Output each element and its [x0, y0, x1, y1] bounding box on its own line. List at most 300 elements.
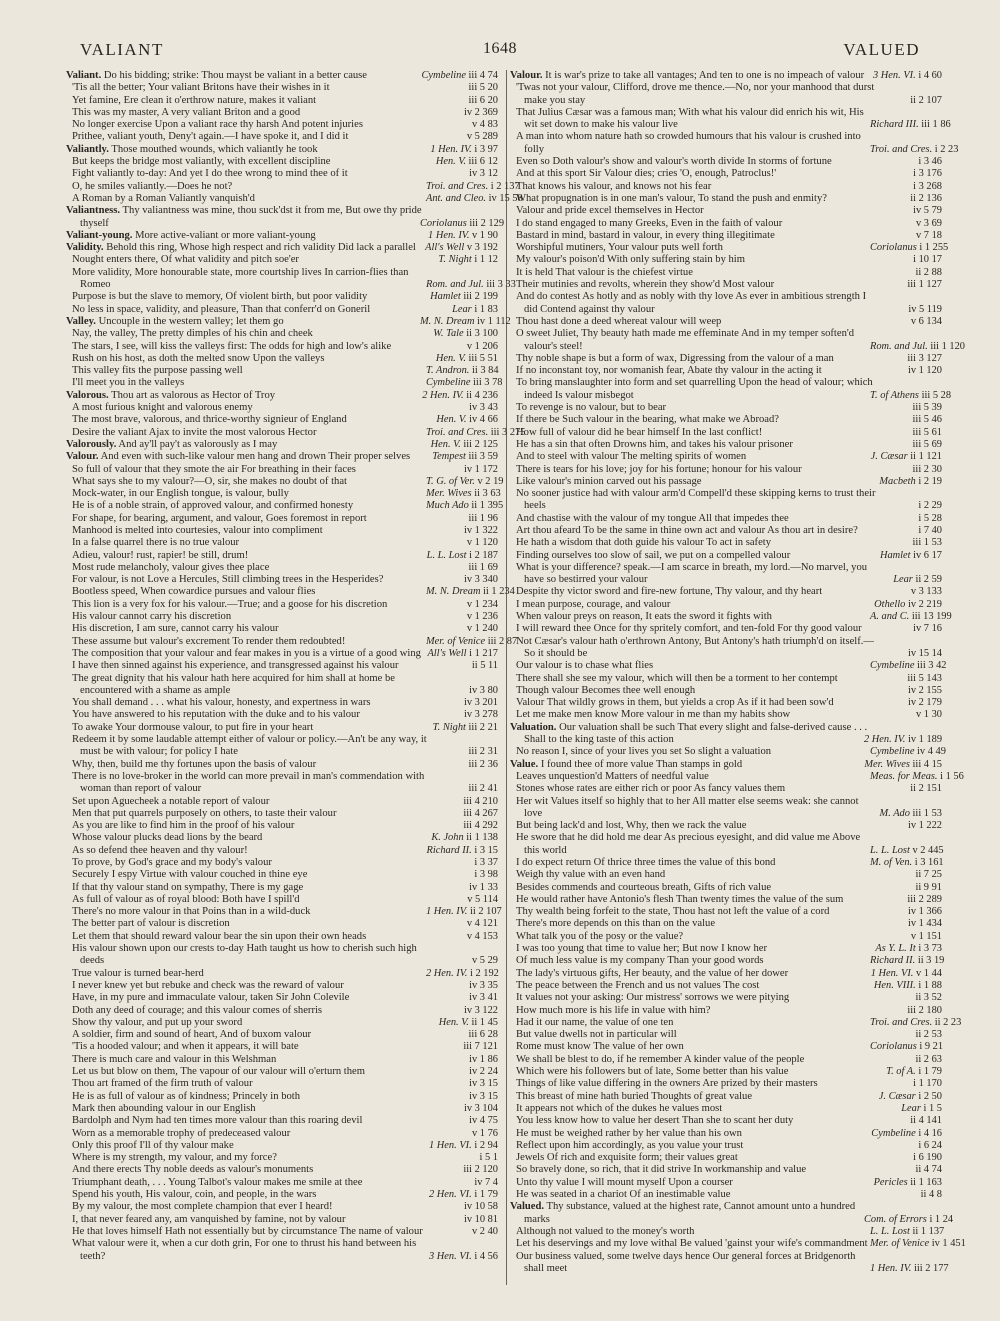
quotation-text: How full of valour did he bear himself In the last conflict!: [516, 426, 763, 438]
citation: [873, 1176, 942, 1189]
quotation-text: I mean purpose, courage, and valour: [516, 598, 671, 610]
act-scene-line: ii 5 11: [471, 660, 498, 672]
quotation-entry: [510, 832, 942, 857]
quotation-text: This lion is a very fox for his valour.—True; and a goose for his discretion: [72, 598, 388, 610]
quotation-text: These assume but valour's excrement To render them redoubted!: [72, 635, 346, 647]
quotation-entry: [510, 254, 942, 266]
quotation-entry: [66, 156, 498, 168]
act-scene-line: v 3 192: [466, 242, 498, 254]
quotation-text: To awake Your dormouse valour, to put fire in your heart: [72, 721, 314, 733]
act-scene-line: v 3 69: [916, 217, 942, 229]
quotation-entry: [510, 709, 942, 721]
act-scene-line: v 1 120: [466, 537, 498, 549]
quotation-text: For shape, for bearing, argument, and valour, Goes foremost in report: [72, 512, 367, 524]
citation: [434, 746, 498, 758]
quotation-entry: [66, 82, 498, 94]
quotation-text: You have answered to his reputation with the duke and to his valour: [72, 709, 360, 721]
headword-entry: [66, 315, 511, 328]
citation: [434, 1177, 498, 1189]
quotation-text: Stones whose rates are either rich or poor As fancy values them: [516, 783, 786, 795]
citation: [434, 722, 498, 734]
quotation-text: I was too young that time to value her; But now I know her: [516, 943, 767, 955]
quotation-entry: [510, 1016, 962, 1029]
play-title: Mer. Wives: [864, 758, 913, 770]
quotation-entry: [66, 254, 498, 266]
quotation-text: There is no love-broker in the world can more prevail in man's commendation with woman than report of valour: [72, 770, 425, 795]
headword-entry: [66, 242, 498, 254]
citation: [878, 1189, 942, 1201]
act-scene-line: i 2 29: [918, 500, 942, 512]
citation: [434, 328, 498, 340]
quotation-text: It appears not which of the dukes he values most: [516, 1102, 723, 1114]
headword: Valour.: [510, 70, 543, 81]
citation: [434, 1078, 498, 1090]
citation: [434, 599, 498, 611]
play-title: Hamlet: [879, 549, 914, 561]
act-scene-line: ii 2 53: [915, 1029, 942, 1041]
quotation-entry: [510, 746, 946, 758]
act-scene-line: i 2 137: [490, 180, 520, 192]
act-scene-line: v 1 90: [472, 229, 498, 241]
citation: [870, 1262, 949, 1275]
quotation-text: You shall demand . . . what his valour, honesty, and expertness in wars: [72, 697, 371, 709]
act-scene-line: iii 13 199: [911, 611, 952, 623]
quotation-entry: [510, 106, 951, 132]
act-scene-line: iv 6 17: [913, 549, 942, 561]
quotation-entry: [66, 968, 498, 980]
act-scene-line: i 4 56: [474, 1250, 498, 1262]
quotation-entry: [66, 709, 498, 721]
play-title: 1 Hen. IV.: [870, 1262, 914, 1274]
quotation-text: And do contest As hotly and as nobly with thy love As ever in ambitious strength I did Contend against thy valour: [516, 291, 867, 315]
citation: [434, 759, 498, 771]
headword: Value.: [510, 758, 539, 770]
quotation-text: I have then sinned against his experience, and transgressed against his valour: [72, 660, 399, 672]
quotation-entry: [510, 156, 942, 168]
play-title: W. Tale: [433, 328, 467, 340]
play-title: Hen. V.: [435, 352, 469, 364]
quotation-text: So full of valour that they smote the air For breathing in their faces: [72, 463, 356, 475]
citation: [878, 525, 942, 537]
citation: [434, 451, 498, 463]
play-title: Richard II.: [426, 844, 475, 856]
quotation-entry: [510, 1177, 942, 1189]
quotation-text: Adieu, valour! rust, rapier! be still, drum!: [72, 549, 249, 561]
act-scene-line: iii 5 61: [912, 426, 942, 438]
quotation-text: I do expect return Of thrice three times the value of this bond: [516, 857, 776, 868]
citation: [878, 808, 942, 820]
act-scene-line: i 6 24: [918, 1139, 942, 1151]
citation: [426, 586, 515, 598]
citation: [870, 746, 946, 758]
quotation-text: Though valour Becomes thee well enough: [516, 684, 696, 696]
quotation-entry: [510, 931, 942, 943]
quotation-entry: [510, 770, 964, 783]
play-title: All's Well: [427, 647, 470, 659]
citation: [870, 857, 944, 869]
quotation-text: Reflect upon him accordingly, as you value your trust: [516, 1139, 744, 1151]
act-scene-line: iii 4 210: [463, 795, 498, 807]
quotation-entry: [510, 291, 942, 316]
quotation-entry: [510, 1103, 942, 1115]
quotation-entry: [510, 980, 942, 992]
citation: [878, 254, 942, 266]
quotation-entry: [66, 475, 504, 488]
headword: Valuation.: [510, 721, 557, 733]
quotation-text: Besides commends and courteous breath, Gifts of rich value: [516, 881, 772, 893]
act-scene-line: i 3 46: [918, 156, 942, 168]
quotation-entry: [66, 353, 498, 365]
quotation-entry: [66, 1078, 498, 1090]
act-scene-line: i 9 21: [919, 1041, 944, 1053]
headword: Validity.: [66, 242, 104, 254]
citation: [434, 882, 498, 894]
citation: [426, 377, 503, 389]
citation: [878, 1152, 942, 1164]
headword: Valley.: [66, 315, 96, 327]
quotation-text: You less know how to value her desert Than she to scant her duty: [516, 1115, 794, 1127]
quotation-entry: [66, 1140, 498, 1152]
play-title: Meas. for Meas.: [870, 770, 941, 782]
quotation-text: A man into whom nature hath so crowded humours that his valour is crushed into folly: [516, 131, 861, 155]
quotation-entry: [66, 414, 498, 426]
citation: [434, 464, 498, 476]
act-scene-line: iv 3 43: [469, 402, 498, 414]
headword-entry: [66, 205, 505, 230]
quotation-text: Behold this ring, Whose high respect and rich validity Did lack a parallel: [106, 242, 416, 254]
quotation-entry: [510, 968, 942, 980]
quotation-text: A most furious knight and valorous enemy: [72, 402, 253, 414]
quotation-entry: [66, 931, 498, 943]
play-title: Troi. and Cres.: [870, 1016, 935, 1028]
headword: Valiant-young.: [66, 229, 133, 241]
quotation-entry: [510, 1115, 942, 1127]
quotation-text: Thy substance, valued at the highest rate, Cannot amount unto a hundred marks: [524, 1201, 856, 1225]
quotation-entry: [66, 918, 498, 930]
quotation-text: Mark then abounding valour in our English: [72, 1102, 256, 1114]
quotation-text: He has a sin that often Drowns him, and takes his valour prisoner: [516, 438, 793, 450]
citation: [875, 943, 942, 955]
act-scene-line: iii 5 20: [468, 82, 498, 94]
citation: [434, 168, 498, 180]
act-scene-line: v 4 83: [472, 119, 498, 131]
quotation-text: Redeem it by some laudable attempt either of valour or policy.—An't be any way, it must be with valour; for policy I hate: [72, 734, 427, 758]
quotation-entry: [510, 218, 942, 230]
quotation-text: A soldier, firm and sound of heart, And of buxom valour: [72, 1029, 312, 1041]
citation: [434, 857, 498, 869]
act-scene-line: i 2 50: [918, 1090, 942, 1102]
quotation-text: 'Twas not your valour, Clifford, drove me thence.—No, nor your manhood that durst make you stay: [516, 82, 875, 106]
quotation-text: He would rather have Antonio's flesh Than twenty times the value of the sum: [516, 893, 844, 905]
quotation-entry: [66, 562, 498, 574]
quotation-text: The stars, I see, will kiss the valleys first: The odds for high and low's alike: [72, 340, 392, 352]
act-scene-line: iii 3 78: [473, 377, 503, 389]
act-scene-line: iii 6 28: [468, 1029, 498, 1041]
citation: [426, 279, 516, 291]
quotation-entry: [510, 1054, 942, 1066]
act-scene-line: iv 3 80: [469, 684, 498, 696]
quotation-text: No reason I, since of your lives you set So slight a valuation: [516, 746, 772, 758]
act-scene-line: i 3 73: [918, 943, 942, 955]
quotation-entry: [66, 660, 498, 672]
quotation-entry: [510, 476, 942, 488]
quotation-text: It is war's prize to take all vantages; And ten to one is no impeach of valour: [545, 70, 865, 81]
citation: [878, 709, 942, 721]
quotation-text: There's no more valour in that Poins than in a wild-duck: [72, 906, 311, 918]
quotation-text: There shall she see my valour, which will then be a torment to her contempt: [516, 672, 838, 684]
quotation-text: Securely I espy Virtue with valour couched in thine eye: [72, 869, 308, 881]
quotation-entry: [510, 1005, 942, 1017]
citation: [878, 550, 942, 562]
quotation-entry: [510, 796, 942, 821]
play-title: Lear: [893, 574, 916, 586]
act-scene-line: v 3 133: [910, 586, 942, 598]
quotation-entry: [66, 1115, 498, 1127]
act-scene-line: iv 2 179: [907, 697, 942, 709]
quotation-entry: [66, 1017, 498, 1029]
play-title: 3 Hen. VI.: [429, 1250, 475, 1262]
citation: [878, 500, 942, 512]
quotation-entry: [66, 95, 498, 107]
quotation-entry: [66, 943, 498, 968]
headword: Valiantness.: [66, 205, 121, 217]
act-scene-line: ii 1 138: [466, 832, 498, 844]
play-title: Com. of Errors: [864, 1213, 930, 1225]
quotation-entry: [510, 1225, 945, 1238]
citation: [434, 1115, 498, 1127]
play-title: J. Cæsar: [878, 1090, 919, 1102]
act-scene-line: i 2 187: [469, 549, 498, 561]
quotation-entry: [510, 316, 942, 328]
citation: [878, 931, 942, 943]
quotation-entry: [510, 1041, 942, 1053]
act-scene-line: i 1 24: [929, 1213, 954, 1225]
citation: [434, 353, 498, 365]
play-title: 1 Hen. IV.: [428, 229, 473, 241]
act-scene-line: ii 2 107: [910, 94, 942, 106]
quotation-text: What says she to my valour?—O, sir, she makes no doubt of that: [72, 475, 347, 487]
quotation-entry: [66, 599, 498, 611]
quotation-entry: [66, 1005, 498, 1017]
play-title: Coriolanus: [870, 242, 920, 254]
citation: [434, 783, 498, 795]
headword: Valiant.: [66, 70, 102, 81]
act-scene-line: ii 3 84: [472, 365, 499, 377]
citation: [878, 181, 942, 193]
quotation-text: By my valour, the most complete champion that ever I heard!: [72, 1201, 333, 1213]
quotation-text: I do stand engaged to many Greeks, Even in the faith of valour: [516, 217, 783, 229]
act-scene-line: iv 4 66: [469, 414, 498, 426]
quotation-text: The peace between the French and us not values The cost: [516, 979, 760, 991]
quotation-entry: [66, 266, 516, 292]
citation: [878, 918, 942, 930]
quotation-entry: [66, 304, 498, 316]
citation: [434, 1066, 498, 1078]
quotation-text: He must be weighed rather by her value than his own: [516, 1127, 742, 1139]
citation: [864, 1213, 954, 1226]
play-title: T. Night: [438, 254, 475, 266]
act-scene-line: ii 3 52: [915, 992, 942, 1004]
quotation-entry: [66, 673, 498, 698]
quotation-entry: [66, 808, 498, 820]
quotation-entry: [510, 783, 942, 795]
quotation-text: His valour shown upon our crests to-day Hath taught us how to cherish such high deeds: [72, 943, 417, 967]
citation: [434, 1029, 498, 1041]
citation: [427, 647, 498, 660]
act-scene-line: v 1 76: [472, 1127, 498, 1139]
quotation-text: O sweet Juliet, Thy beauty hath made me effeminate And in my temper soften'd valour's steel!: [516, 328, 855, 352]
quotation-text: Jewels Of rich and exquisite form; their values great: [516, 1152, 738, 1164]
citation: [434, 414, 498, 426]
citation: [434, 131, 498, 143]
act-scene-line: i 7 40: [918, 524, 942, 536]
headword-entry: [66, 70, 498, 82]
running-head-right: VALUED: [843, 40, 920, 59]
quotation-text: Leaves unquestion'd Matters of needful value: [516, 770, 709, 782]
act-scene-line: iii 1 86: [921, 119, 951, 131]
citation: [878, 230, 942, 242]
quotation-text: It values not your asking: Our mistress' sorrows we were pitying: [516, 992, 790, 1004]
act-scene-line: iv 1 172: [463, 463, 498, 475]
quotation-text: Thy wealth being forfeit to the state, Thou hast not left the value of a cord: [516, 906, 830, 918]
quotation-text: The most brave, valorous, and thrice-worthy signieur of England: [72, 414, 347, 426]
quotation-entry: [510, 1066, 942, 1078]
quotation-text: He is as full of valour as of kindness; Princely in both: [72, 1090, 301, 1102]
quotation-entry: [510, 1140, 942, 1152]
quotation-text: There is much care and valour in this Welshman: [72, 1053, 277, 1065]
headword-entry: [66, 144, 498, 156]
quotation-text: And even with such-like valour men hang and drown Their proper selves: [100, 451, 411, 463]
quotation-text: Bardolph and Nym had ten times more valour than this roaring devil: [72, 1115, 363, 1127]
citation: [870, 242, 949, 254]
quotation-text: Bootless speed, When cowardice pursues and valour flies: [72, 586, 316, 598]
citation: [878, 476, 942, 488]
citation: [878, 783, 942, 795]
play-title: Coriolanus: [420, 217, 470, 229]
citation: [434, 304, 498, 316]
act-scene-line: iv 2 155: [907, 684, 942, 696]
quotation-text: As you are like to find him in the proof of his valour: [72, 820, 295, 832]
act-scene-line: iv 5 79: [913, 205, 942, 217]
act-scene-line: v 1 44: [916, 967, 942, 979]
quotation-text: To prove, by God's grace and my body's valour: [72, 857, 272, 868]
quotation-entry: [510, 82, 942, 107]
act-scene-line: iii 6 20: [468, 94, 498, 106]
act-scene-line: iii 5 28: [921, 389, 952, 401]
citation: [434, 820, 498, 832]
quotation-text: Had it our name, the value of one ten: [516, 1016, 674, 1028]
play-title: 3 Hen. VI.: [873, 70, 919, 81]
quotation-text: Show thy valour, and put up your sword: [72, 1016, 243, 1028]
quotation-text: O, he smiles valiantly.—Does he not?: [72, 180, 233, 192]
act-scene-line: v 5 114: [467, 893, 498, 905]
citation: [878, 1140, 942, 1152]
quotation-text: And there erects Thy noble deeds as valour's monuments: [72, 1164, 314, 1176]
citation: [434, 992, 498, 1004]
citation: [434, 1214, 498, 1226]
quotation-entry: [66, 1029, 498, 1041]
quotation-entry: [510, 1164, 942, 1176]
quotation-entry: [510, 1152, 942, 1164]
quotation-entry: [510, 451, 942, 463]
quotation-entry: [510, 882, 942, 894]
act-scene-line: iii 1 120: [930, 340, 965, 352]
quotation-entry: [66, 1201, 498, 1213]
citation: [426, 635, 518, 648]
quotation-text: What is your difference? speak.—I am scarce in breath, my lord.—No marvel, you have so bestirred your valour: [516, 561, 868, 586]
quotation-entry: [66, 586, 515, 598]
act-scene-line: iv 3 122: [463, 1004, 498, 1016]
quotation-text: Unto thy value I will mount myself Upon a courser: [516, 1176, 733, 1188]
citation: [429, 1139, 498, 1152]
quotation-entry: [510, 660, 947, 672]
quotation-entry: [66, 1238, 498, 1263]
quotation-text: Worn as a memorable trophy of predeceased valour: [72, 1127, 291, 1139]
citation: [878, 95, 942, 107]
quotation-text: The composition that your valour and fear makes in you is a virtue of a good wing: [72, 647, 421, 659]
citation: [878, 648, 942, 660]
citation: [870, 1225, 945, 1238]
citation: [434, 513, 498, 525]
act-scene-line: i 3 37: [474, 857, 498, 868]
citation: [426, 426, 526, 439]
act-scene-line: iv 1 434: [907, 918, 942, 930]
act-scene-line: iii 4 74: [468, 70, 498, 81]
quotation-entry: [66, 832, 498, 844]
quotation-entry: [66, 635, 518, 648]
citation: [430, 143, 498, 156]
quotation-text: That knows his valour, and knows not his fear: [516, 180, 712, 192]
quotation-entry: [510, 636, 942, 661]
quotation-entry: [510, 168, 942, 180]
quotation-text: Thou art as valorous as Hector of Troy: [111, 389, 276, 401]
quotation-entry: [66, 341, 498, 353]
quotation-entry: [66, 513, 498, 525]
citation: [878, 1164, 942, 1176]
quotation-text: Where is my strength, my valour, and my force?: [72, 1152, 277, 1164]
quotation-text: He hath a wisdom that doth guide his valour To act in safety: [516, 537, 772, 549]
play-title: T. of Athens: [870, 389, 922, 401]
act-scene-line: iii 2 21: [468, 721, 498, 733]
quotation-text: Nay, the valley, The pretty dimples of his chin and cheek: [72, 328, 313, 340]
play-title: Mer. of Venice: [870, 1238, 932, 1250]
citation: [434, 1091, 498, 1103]
quotation-entry: [66, 820, 498, 832]
citation: [434, 1152, 498, 1164]
act-scene-line: ii 9 91: [915, 881, 942, 893]
citation: [426, 180, 520, 193]
act-scene-line: i 3 176: [913, 168, 942, 180]
act-scene-line: iv 1 112: [477, 315, 511, 327]
play-title: Ant. and Cleo.: [426, 192, 489, 204]
act-scene-line: iv 3 41: [469, 992, 498, 1004]
quotation-entry: [66, 722, 498, 734]
play-title: T. Andron.: [426, 365, 472, 377]
quotation-entry: [66, 192, 523, 205]
quotation-entry: [510, 242, 949, 254]
citation: [434, 341, 498, 353]
play-title: K. John: [431, 832, 467, 844]
quotation-entry: [66, 107, 498, 119]
quotation-entry: [66, 1189, 498, 1201]
quotation-entry: [510, 525, 942, 537]
quotation-text: It is held That valour is the chiefest virtue: [516, 266, 693, 278]
headword-entry: [66, 390, 498, 402]
citation: [878, 894, 942, 906]
citation: [864, 734, 943, 746]
quotation-entry: [510, 513, 942, 525]
play-title: Tempest: [432, 451, 469, 463]
